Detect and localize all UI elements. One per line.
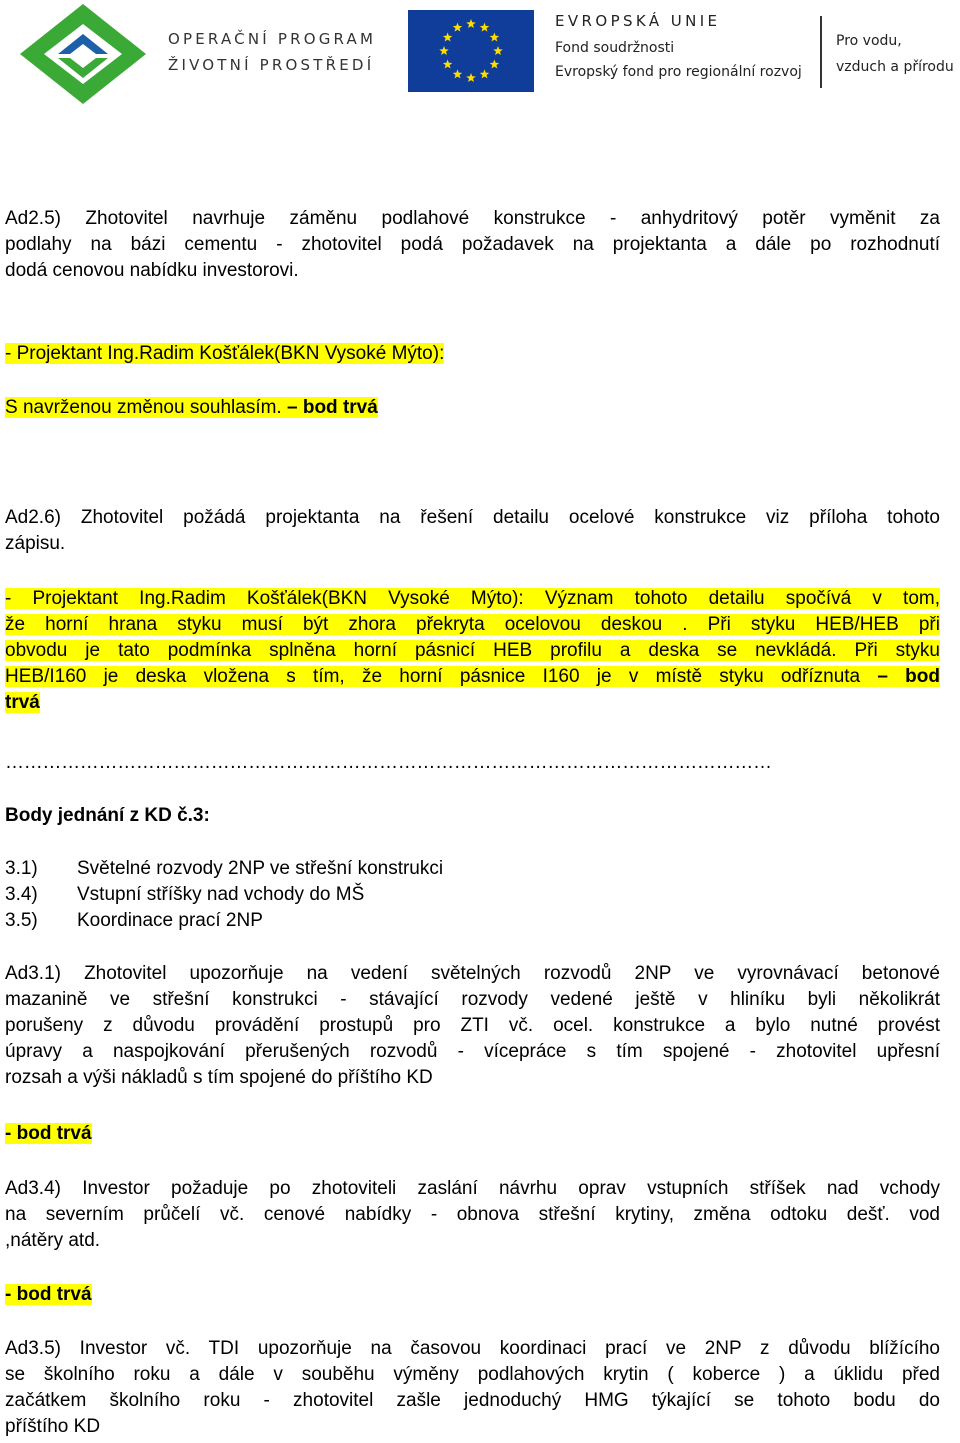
ad26-paragraph bbox=[5, 505, 940, 557]
eu-label bbox=[555, 10, 802, 84]
eu-fund-2: Evropský fond pro regionální rozvoj bbox=[555, 64, 802, 80]
ad31-line-5: rozsah a výši nákladů s tím spojené do příštího KD bbox=[5, 1067, 433, 1088]
ad26-reply-line-1: - Projektant Ing.Radim Košťálek(BKN Vysoké Mýto): Význam tohoto detailu spočívá v tom, bbox=[5, 588, 940, 609]
item-text: Koordinace prací 2NP bbox=[77, 910, 263, 931]
ad26-status: – bod bbox=[877, 666, 940, 687]
ad34-paragraph bbox=[5, 1176, 940, 1254]
ad25-status: – bod trvá bbox=[287, 397, 378, 418]
ad26-reply-line-3: obvodu je tato podmínka splněna horní pásnicí HEB profilu a deska se nevkládá. Při styku bbox=[5, 640, 940, 661]
motto bbox=[836, 28, 954, 80]
ad25-reply-text: S navrženou změnou souhlasím. bbox=[5, 397, 287, 418]
ad35-line-3: začátkem školního roku - zhotovitel zašle jednoduchý HMG týkající se tohoto bodu do bbox=[5, 1390, 940, 1411]
ad34-line-1: Ad3.4) Investor požaduje po zhotoviteli zaslání návrhu oprav vstupních stříšek nad vchody bbox=[5, 1178, 940, 1199]
ad25-paragraph bbox=[5, 206, 940, 284]
list-item bbox=[5, 856, 443, 882]
program-line-1: OPERAČNÍ PROGRAM bbox=[168, 30, 377, 48]
ad35-line-4: příštího KD bbox=[5, 1416, 101, 1437]
ad31-line-2: mazanině ve střešní konstrukci - stávající rozvody vedené ještě v hliníku byli několikrát bbox=[5, 989, 940, 1010]
program-line-2: ŽIVOTNÍ PROSTŘEDÍ bbox=[168, 56, 375, 74]
program-name bbox=[168, 26, 376, 78]
kd3-heading: Body jednání z KD č.3: bbox=[5, 805, 210, 826]
eu-title: EVROPSKÁ UNIE bbox=[555, 12, 721, 30]
motto-line-2: vzduch a přírodu bbox=[836, 59, 954, 75]
eu-flag-icon bbox=[408, 10, 534, 92]
ad26-reply bbox=[5, 586, 940, 716]
item-number: 3.4) bbox=[5, 884, 38, 905]
page-header bbox=[0, 0, 960, 110]
item-text: Světelné rozvody 2NP ve střešní konstrukci bbox=[77, 858, 444, 879]
ad25-reply bbox=[5, 395, 378, 421]
header-divider bbox=[820, 16, 822, 88]
item-number: 3.5) bbox=[5, 910, 38, 931]
ad34-status-text: - bod trvá bbox=[5, 1284, 92, 1305]
kd3-item-list bbox=[5, 856, 443, 934]
ad25-line-3: dodá cenovou nabídku investorovi. bbox=[5, 260, 299, 281]
eu-fund-1: Fond soudržnosti bbox=[555, 40, 675, 56]
ad25-reply-head-text: - Projektant Ing.Radim Košťálek(BKN Vysoké Mýto): bbox=[5, 343, 445, 364]
ad35-line-2: se školního roku a dále v souběhu výměny podlahových krytin ( koberce ) a úklidu před bbox=[5, 1364, 940, 1385]
ad31-line-3: porušeny z důvodu provádění prostupů pro ZTI vč. ocel. konstrukce a bylo nutné provést bbox=[5, 1015, 940, 1036]
item-text: Vstupní stříšky nad vchody do MŠ bbox=[77, 884, 365, 905]
ad35-line-1: Ad3.5) Investor vč. TDI upozorňuje na časovou koordinaci prací ve 2NP z důvodu blížícího bbox=[5, 1338, 940, 1359]
ad26-reply-line-4: HEB/I160 je deska vložena s tím, že horní pásnice I160 je v místě styku odříznuta bbox=[5, 666, 878, 687]
ad34-line-3: ,nátěry atd. bbox=[5, 1230, 101, 1251]
ad31-status bbox=[5, 1121, 92, 1147]
ad31-paragraph bbox=[5, 961, 940, 1091]
item-number: 3.1) bbox=[5, 858, 38, 879]
ad35-paragraph bbox=[5, 1336, 940, 1440]
ad26-line-2: zápisu. bbox=[5, 533, 66, 554]
ad31-status-text: - bod trvá bbox=[5, 1123, 92, 1144]
ad25-line-1: Ad2.5) Zhotovitel navrhuje záměnu podlahové konstrukce - anhydritový potěr vyměnit za bbox=[5, 208, 940, 229]
list-item bbox=[5, 882, 443, 908]
dotted-separator: …………………………………………………………………………………………………………… bbox=[5, 752, 772, 773]
ad26-line-1: Ad2.6) Zhotovitel požádá projektanta na řešení detailu ocelové konstrukce viz příloha tohoto bbox=[5, 507, 940, 528]
ad34-line-2: na severním průčelí vč. cenové nabídky - obnova střešní krytiny, změna odtoku dešť. vod bbox=[5, 1204, 940, 1225]
ad31-line-4: úpravy a naspojkování přerušených rozvodů - vícepráce s tím spojené - zhotovitel upřesní bbox=[5, 1041, 940, 1062]
ad26-status-end: trvá bbox=[5, 692, 40, 713]
ad25-line-2: podlahy na bázi cementu - zhotovitel podá požadavek na projektanta a dále po rozhodnutí bbox=[5, 234, 940, 255]
motto-line-1: Pro vodu, bbox=[836, 33, 902, 49]
list-item bbox=[5, 908, 443, 934]
ad31-line-1: Ad3.1) Zhotovitel upozorňuje na vedení světelných rozvodů 2NP ve vyrovnávací betonové bbox=[5, 963, 940, 984]
ad25-reply-head bbox=[5, 341, 444, 367]
ad26-reply-line-2: že horní hrana styku musí být zhora překryta ocelovou deskou . Při styku HEB/HEB při bbox=[5, 614, 940, 635]
opzp-logo-icon bbox=[18, 2, 148, 106]
ad34-status bbox=[5, 1282, 92, 1308]
